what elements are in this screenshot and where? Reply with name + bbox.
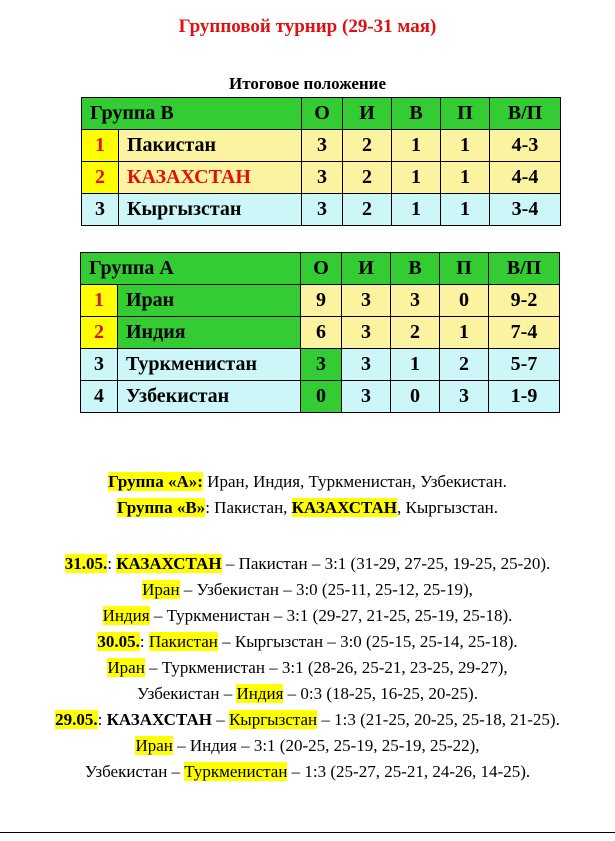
col-header-w: В xyxy=(392,98,441,130)
table-row xyxy=(82,130,561,162)
date-label: 31.05. xyxy=(64,554,108,573)
result-text: – 0:3 (18-25, 16-25, 20-25). xyxy=(283,684,478,703)
match-results xyxy=(0,551,615,785)
points-cell: 0 xyxy=(301,381,342,413)
group-b-colon: : Пакистан, xyxy=(205,498,292,517)
result-text: – Туркменистан – 3:1 (29-27, 21-25, 25-19, 25-18). xyxy=(149,606,513,625)
losses-cell: 1 xyxy=(441,194,490,226)
games-cell: 3 xyxy=(342,317,391,349)
games-cell: 2 xyxy=(343,130,392,162)
sets-cell: 1-9 xyxy=(489,381,560,413)
col-header-wl: В/П xyxy=(489,253,560,285)
losses-cell: 1 xyxy=(440,317,489,349)
result-line xyxy=(0,733,615,759)
result-line xyxy=(0,603,615,629)
team-cell: КАЗАХСТАН xyxy=(119,162,302,194)
wins-cell: 1 xyxy=(392,194,441,226)
result-text: – 1:3 (21-25, 20-25, 25-18, 21-25). xyxy=(317,710,560,729)
points-cell: 6 xyxy=(301,317,342,349)
group-a-teams: Иран, Индия, Туркменистан, Узбекистан. xyxy=(202,472,507,491)
wins-cell: 1 xyxy=(391,349,440,381)
table-row xyxy=(82,194,561,226)
team-highlight: Иран xyxy=(107,658,145,677)
sets-cell: 7-4 xyxy=(489,317,560,349)
games-cell: 3 xyxy=(342,381,391,413)
col-header-i: И xyxy=(343,98,392,130)
games-cell: 3 xyxy=(342,285,391,317)
wins-cell: 1 xyxy=(392,130,441,162)
group-a-table xyxy=(80,252,560,413)
group-a-header xyxy=(81,253,560,285)
table-row xyxy=(81,381,560,413)
groups-info xyxy=(0,469,615,521)
team-highlight: Индия xyxy=(102,606,150,625)
date-sep: : xyxy=(139,632,149,651)
group-b-kz: КАЗАХСТАН xyxy=(291,498,398,517)
result-line xyxy=(0,759,615,785)
losses-cell: 0 xyxy=(440,285,489,317)
group-a-label: Группа «А»: xyxy=(108,472,203,491)
result-text: – Кыргызстан – 3:0 (25-15, 25-14, 25-18). xyxy=(217,632,518,651)
date-label: 29.05. xyxy=(55,710,98,729)
place-cell: 2 xyxy=(82,162,119,194)
team-highlight: Иран xyxy=(135,736,173,755)
group-a-line xyxy=(0,469,615,495)
result-text: – Пакистан – 3:1 (31-29, 27-25, 19-25, 25-20). xyxy=(221,554,551,573)
result-text: – 1:3 (25-27, 25-21, 24-26, 14-25). xyxy=(287,762,531,781)
group-b-table xyxy=(81,97,561,226)
wins-cell: 3 xyxy=(391,285,440,317)
table-row xyxy=(82,162,561,194)
team-highlight: Туркменистан xyxy=(184,762,288,781)
points-cell: 3 xyxy=(301,349,342,381)
result-line xyxy=(0,681,615,707)
result-line xyxy=(0,551,615,577)
col-header-l: П xyxy=(441,98,490,130)
points-cell: 3 xyxy=(302,130,343,162)
result-text: – xyxy=(211,710,229,729)
games-cell: 3 xyxy=(342,349,391,381)
sets-cell: 4-3 xyxy=(490,130,561,162)
losses-cell: 1 xyxy=(441,130,490,162)
result-text: – Туркменистан – 3:1 (28-26, 25-21, 23-25, 29-27), xyxy=(144,658,508,677)
table-row xyxy=(81,349,560,381)
col-header-o: О xyxy=(302,98,343,130)
col-header-o: О xyxy=(301,253,342,285)
team-cell: Туркменистан xyxy=(118,349,301,381)
date-sep: : xyxy=(107,554,117,573)
team-highlight: Пакистан xyxy=(148,632,218,651)
losses-cell: 1 xyxy=(441,162,490,194)
losses-cell: 3 xyxy=(440,381,489,413)
points-cell: 3 xyxy=(302,162,343,194)
table-row xyxy=(81,285,560,317)
team-cell: Узбекистан xyxy=(118,381,301,413)
result-line xyxy=(0,629,615,655)
place-cell: 1 xyxy=(81,285,118,317)
result-text: Узбекистан – xyxy=(84,762,185,781)
table-row xyxy=(81,317,560,349)
team-highlight: КАЗАХСТАН xyxy=(116,554,222,573)
team-cell: Пакистан xyxy=(119,130,302,162)
group-a-name: Группа А xyxy=(81,253,301,285)
team-highlight: Иран xyxy=(142,580,180,599)
page-title: Групповой турнир (29-31 мая) xyxy=(178,16,437,37)
place-cell: 3 xyxy=(81,349,118,381)
place-cell: 4 xyxy=(81,381,118,413)
wins-cell: 2 xyxy=(391,317,440,349)
wins-cell: 1 xyxy=(392,162,441,194)
team-bold: КАЗАХСТАН xyxy=(106,710,212,729)
group-b-rest: , Кыргызстан. xyxy=(397,498,498,517)
team-cell: Кыргызстан xyxy=(119,194,302,226)
sets-cell: 9-2 xyxy=(489,285,560,317)
result-text: – Индия – 3:1 (20-25, 25-19, 25-19, 25-22), xyxy=(172,736,480,755)
place-cell: 3 xyxy=(82,194,119,226)
team-highlight: Кыргызстан xyxy=(228,710,318,729)
result-text: – Узбекистан – 3:0 (25-11, 25-12, 25-19), xyxy=(179,580,473,599)
sets-cell: 5-7 xyxy=(489,349,560,381)
group-b-line xyxy=(0,495,615,521)
sets-cell: 3-4 xyxy=(490,194,561,226)
col-header-wl: В/П xyxy=(490,98,561,130)
standings-subtitle: Итоговое положение xyxy=(228,74,387,93)
wins-cell: 0 xyxy=(391,381,440,413)
col-header-w: В xyxy=(391,253,440,285)
group-b-header xyxy=(82,98,561,130)
losses-cell: 2 xyxy=(440,349,489,381)
date-label: 30.05. xyxy=(97,632,140,651)
place-cell: 1 xyxy=(82,130,119,162)
result-line xyxy=(0,655,615,681)
games-cell: 2 xyxy=(343,162,392,194)
games-cell: 2 xyxy=(343,194,392,226)
group-b-label: Группа «В» xyxy=(117,498,206,517)
bottom-divider xyxy=(0,832,615,833)
team-cell: Индия xyxy=(118,317,301,349)
col-header-l: П xyxy=(440,253,489,285)
sets-cell: 4-4 xyxy=(490,162,561,194)
points-cell: 9 xyxy=(301,285,342,317)
group-b-name: Группа В xyxy=(82,98,302,130)
result-line xyxy=(0,707,615,733)
team-cell: Иран xyxy=(118,285,301,317)
col-header-i: И xyxy=(342,253,391,285)
points-cell: 3 xyxy=(302,194,343,226)
place-cell: 2 xyxy=(81,317,118,349)
date-sep: : xyxy=(97,710,107,729)
result-text: Узбекистан – xyxy=(137,684,237,703)
result-line xyxy=(0,577,615,603)
team-highlight: Индия xyxy=(236,684,284,703)
